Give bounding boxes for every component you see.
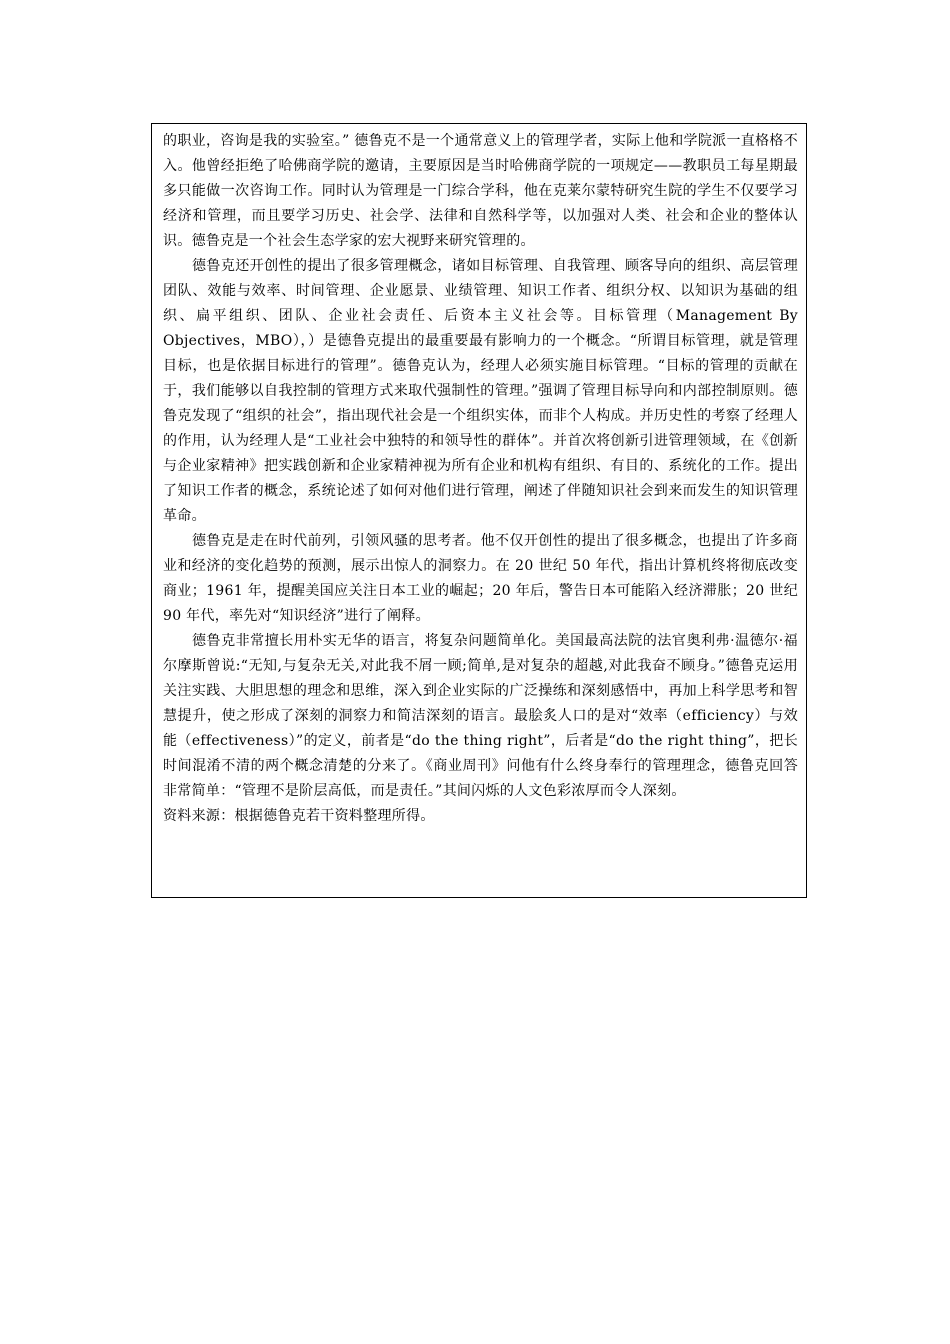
paragraph-management-concepts: 德鲁克还开创性的提出了很多管理概念，诸如目标管理、自我管理、顾客导向的组织、高层管理团队、效能与效率、时间管理、企业愿景、业绩管理、知识工作者、组织分权、以知识为基础的组织、扁平组织、团队、企业社会责任、后资本主义社会等。目标管理（Management By Objectives，MBO），）是德鲁克提出的最重要最有影响力的一个概念。“所谓目标管理，就是管理目标，也是依据目标进行的管理”。德鲁克认为，经理人必须实施目标管理。“目标的管理的贡献在于，我们能够以自我控制的管理方式来取代强制性的管理。”强调了管理目标导向和内部控制原则。德鲁克发现了“组织的社会”，指出现代社会是一个组织实体，而非个人构成。并历史性的考察了经理人的作用，认为经理人是“工业社会中独特的和领导性的群体”。并首次将创新引进管理领域，在《创新与企业家精神》把实践创新和企业家精神视为所有企业和机构有组织、有目的、系统化的工作。提出了知识工作者的概念，系统论述了如何对他们进行管理，阐述了伴随知识社会到来而发生的知识管理革命。 bbox=[163, 258, 798, 524]
text-box bbox=[151, 123, 807, 898]
paragraph-simple-language: 德鲁克非常擅长用朴实无华的语言，将复杂问题简单化。美国最高法院的法官奥利弗·温德尔·福尔摩斯曾说:“无知,与复杂无关,对此我不屑一顾;简单,是对复杂的超越,对此我奋不顾身。”德鲁克运用关注实践、大胆思想的理念和思维，深入到企业实际的广泛操练和深刻感悟中，再加上科学思考和智慧提升，使之形成了深刻的洞察力和简洁深刻的语言。最脍炙人口的是对“效率（efficiency）与效能（effectiveness）”的定义，前者是“do the thing right”，后者是“do the right thing”，把长时间混淆不清的两个概念清楚的分来了。《商业周刊》问他有什么终身奉行的管理理念，德鲁克回答非常简单：“管理不是阶层高低，而是责任。”其间闪烁的人文色彩浓厚而令人深刻。 bbox=[163, 633, 798, 799]
paragraph-career: 的职业，咨询是我的实验室。” 德鲁克不是一个通常意义上的管理学者，实际上他和学院派一直格格不入。他曾经拒绝了哈佛商学院的邀请，主要原因是当时哈佛商学院的一项规定——教职员工每星期最多只能做一次咨询工作。同时认为管理是一门综合学科，他在克莱尔蒙特研究生院的学生不仅要学习经济和管理，而且要学习历史、社会学、法律和自然科学等，以加强对人类、社会和企业的整体认识。德鲁克是一个社会生态学家的宏大视野来研究管理的。 bbox=[163, 133, 798, 249]
paragraph-forecasts: 德鲁克是走在时代前列，引领风骚的思考者。他不仅开创性的提出了很多概念，也提出了许多商业和经济的变化趋势的预测，展示出惊人的洞察力。在 20 世纪 50 年代，指出计算机终将彻底改变商业；1961 年，提醒美国应关注日本工业的崛起；20 年后，警告日本可能陷入经济滞胀；20 世纪 90 年代，率先对“知识经济”进行了阐释。 bbox=[163, 533, 798, 624]
source-note: 资料来源：根据德鲁克若干资料整理所得。 bbox=[163, 808, 435, 824]
